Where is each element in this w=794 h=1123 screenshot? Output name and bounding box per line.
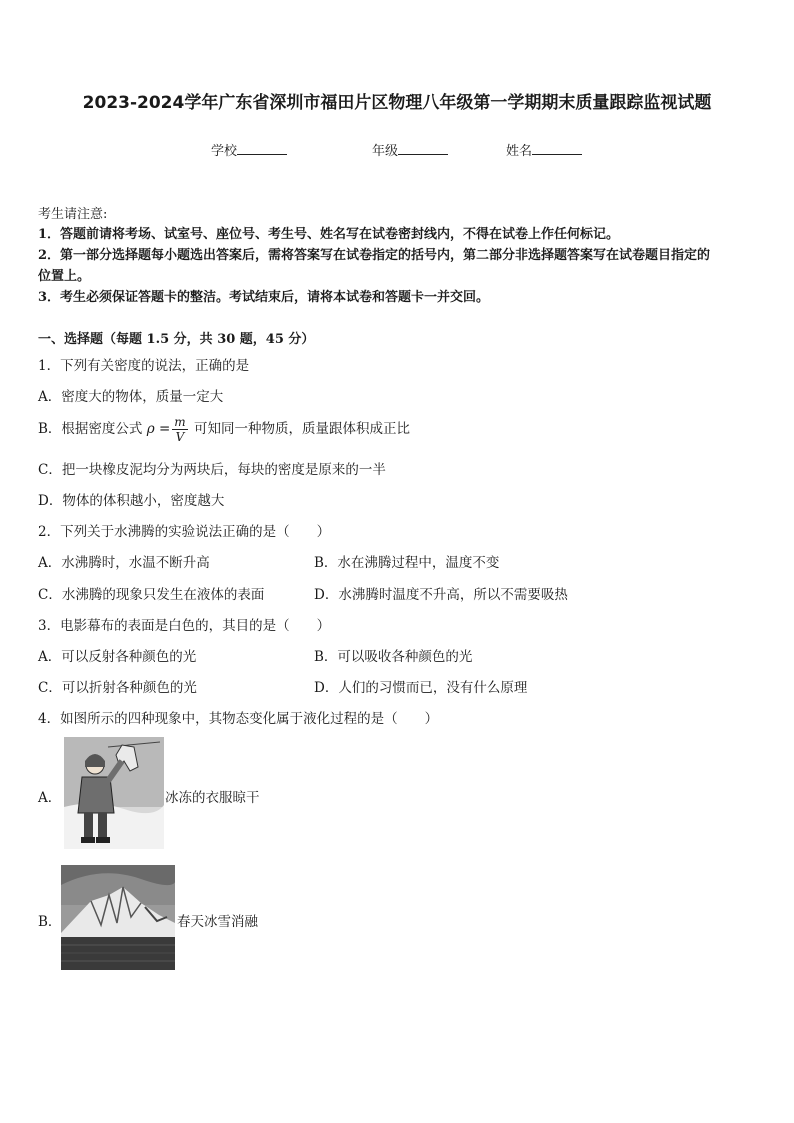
notice-item-2-cont: 位置上。 xyxy=(38,269,91,284)
melting-snow-image xyxy=(61,865,175,970)
name-label: 姓名 xyxy=(506,144,533,159)
density-formula-fraction xyxy=(172,415,187,444)
question-1-stem: 1．下列有关密度的说法，正确的是 xyxy=(38,358,250,374)
notice-item-2: 2．第一部分选择题每小题选出答案后，需将答案写在试卷指定的括号内，第二部分非选择题答案写在试卷题目指定的 xyxy=(38,248,711,263)
name-field xyxy=(506,140,582,159)
school-label: 学校 xyxy=(211,144,238,159)
density-formula-lhs: ρ = xyxy=(146,421,171,437)
melting-snow-illustration xyxy=(61,865,175,970)
frozen-clothes-image xyxy=(64,737,164,849)
notice-item-1: 1．答题前请将考场、试室号、座位号、考生号、姓名写在试卷密封线内，不得在试卷上作任何标记。 xyxy=(38,227,620,242)
question-2-option-c: C．水沸腾的现象只发生在液体的表面 xyxy=(38,587,265,603)
question-2-option-a: A．水沸腾时，水温不断升高 xyxy=(38,555,210,571)
question-4-option-a-label: A． xyxy=(38,790,62,806)
formula-numerator: m xyxy=(174,415,186,429)
question-4-option-b-label: B． xyxy=(38,914,62,930)
question-4-stem: 4．如图所示的四种现象中，其物态变化属于液化过程的是（ ） xyxy=(38,711,439,727)
question-4-option-a-caption: 冰冻的衣服晾干 xyxy=(165,790,260,806)
question-3-option-c: C．可以折射各种颜色的光 xyxy=(38,680,197,696)
question-3-stem: 3．电影幕布的表面是白色的，其目的是（ ） xyxy=(38,618,331,634)
school-field xyxy=(211,140,287,159)
question-1-option-b-suffix: 可知同一种物质，质量跟体积成正比 xyxy=(189,421,410,437)
question-2-stem: 2．下列关于水沸腾的实验说法正确的是（ ） xyxy=(38,524,331,540)
question-1-option-a: A．密度大的物体，质量一定大 xyxy=(38,389,224,405)
question-1-option-b-prefix: B．根据密度公式 xyxy=(38,421,147,437)
question-1-option-d: D．物体的体积越小，密度越大 xyxy=(38,493,225,509)
page-title: 2023-2024学年广东省深圳市福田片区物理八年级第一学期期末质量跟踪监视试题 xyxy=(82,93,712,113)
formula-denominator: V xyxy=(175,430,185,444)
frozen-clothes-illustration xyxy=(64,737,164,849)
question-1-option-c: C．把一块橡皮泥均分为两块后，每块的密度是原来的一半 xyxy=(38,462,386,478)
question-4-option-b-caption: 春天冰雪消融 xyxy=(177,914,258,930)
name-blank xyxy=(532,142,582,155)
question-3-option-b: B．可以吸收各种颜色的光 xyxy=(314,649,473,665)
question-2-option-b: B．水在沸腾过程中，温度不变 xyxy=(314,555,500,571)
question-1-option-b xyxy=(38,415,410,444)
notice-item-3: 3．考生必须保证答题卡的整洁。考试结束后，请将本试卷和答题卡一并交回。 xyxy=(38,290,490,305)
question-2-option-d: D．水沸腾时温度不升高，所以不需要吸热 xyxy=(314,587,568,603)
notice-heading: 考生请注意: xyxy=(38,207,108,222)
grade-label: 年级 xyxy=(372,144,399,159)
school-blank xyxy=(237,142,287,155)
question-3-option-a: A．可以反射各种颜色的光 xyxy=(38,649,197,665)
question-3-option-d: D．人们的习惯而已，没有什么原理 xyxy=(314,680,528,696)
grade-field xyxy=(372,140,448,159)
section-heading: 一、选择题（每题 1.5 分，共 30 题，45 分） xyxy=(38,332,315,347)
grade-blank xyxy=(398,142,448,155)
